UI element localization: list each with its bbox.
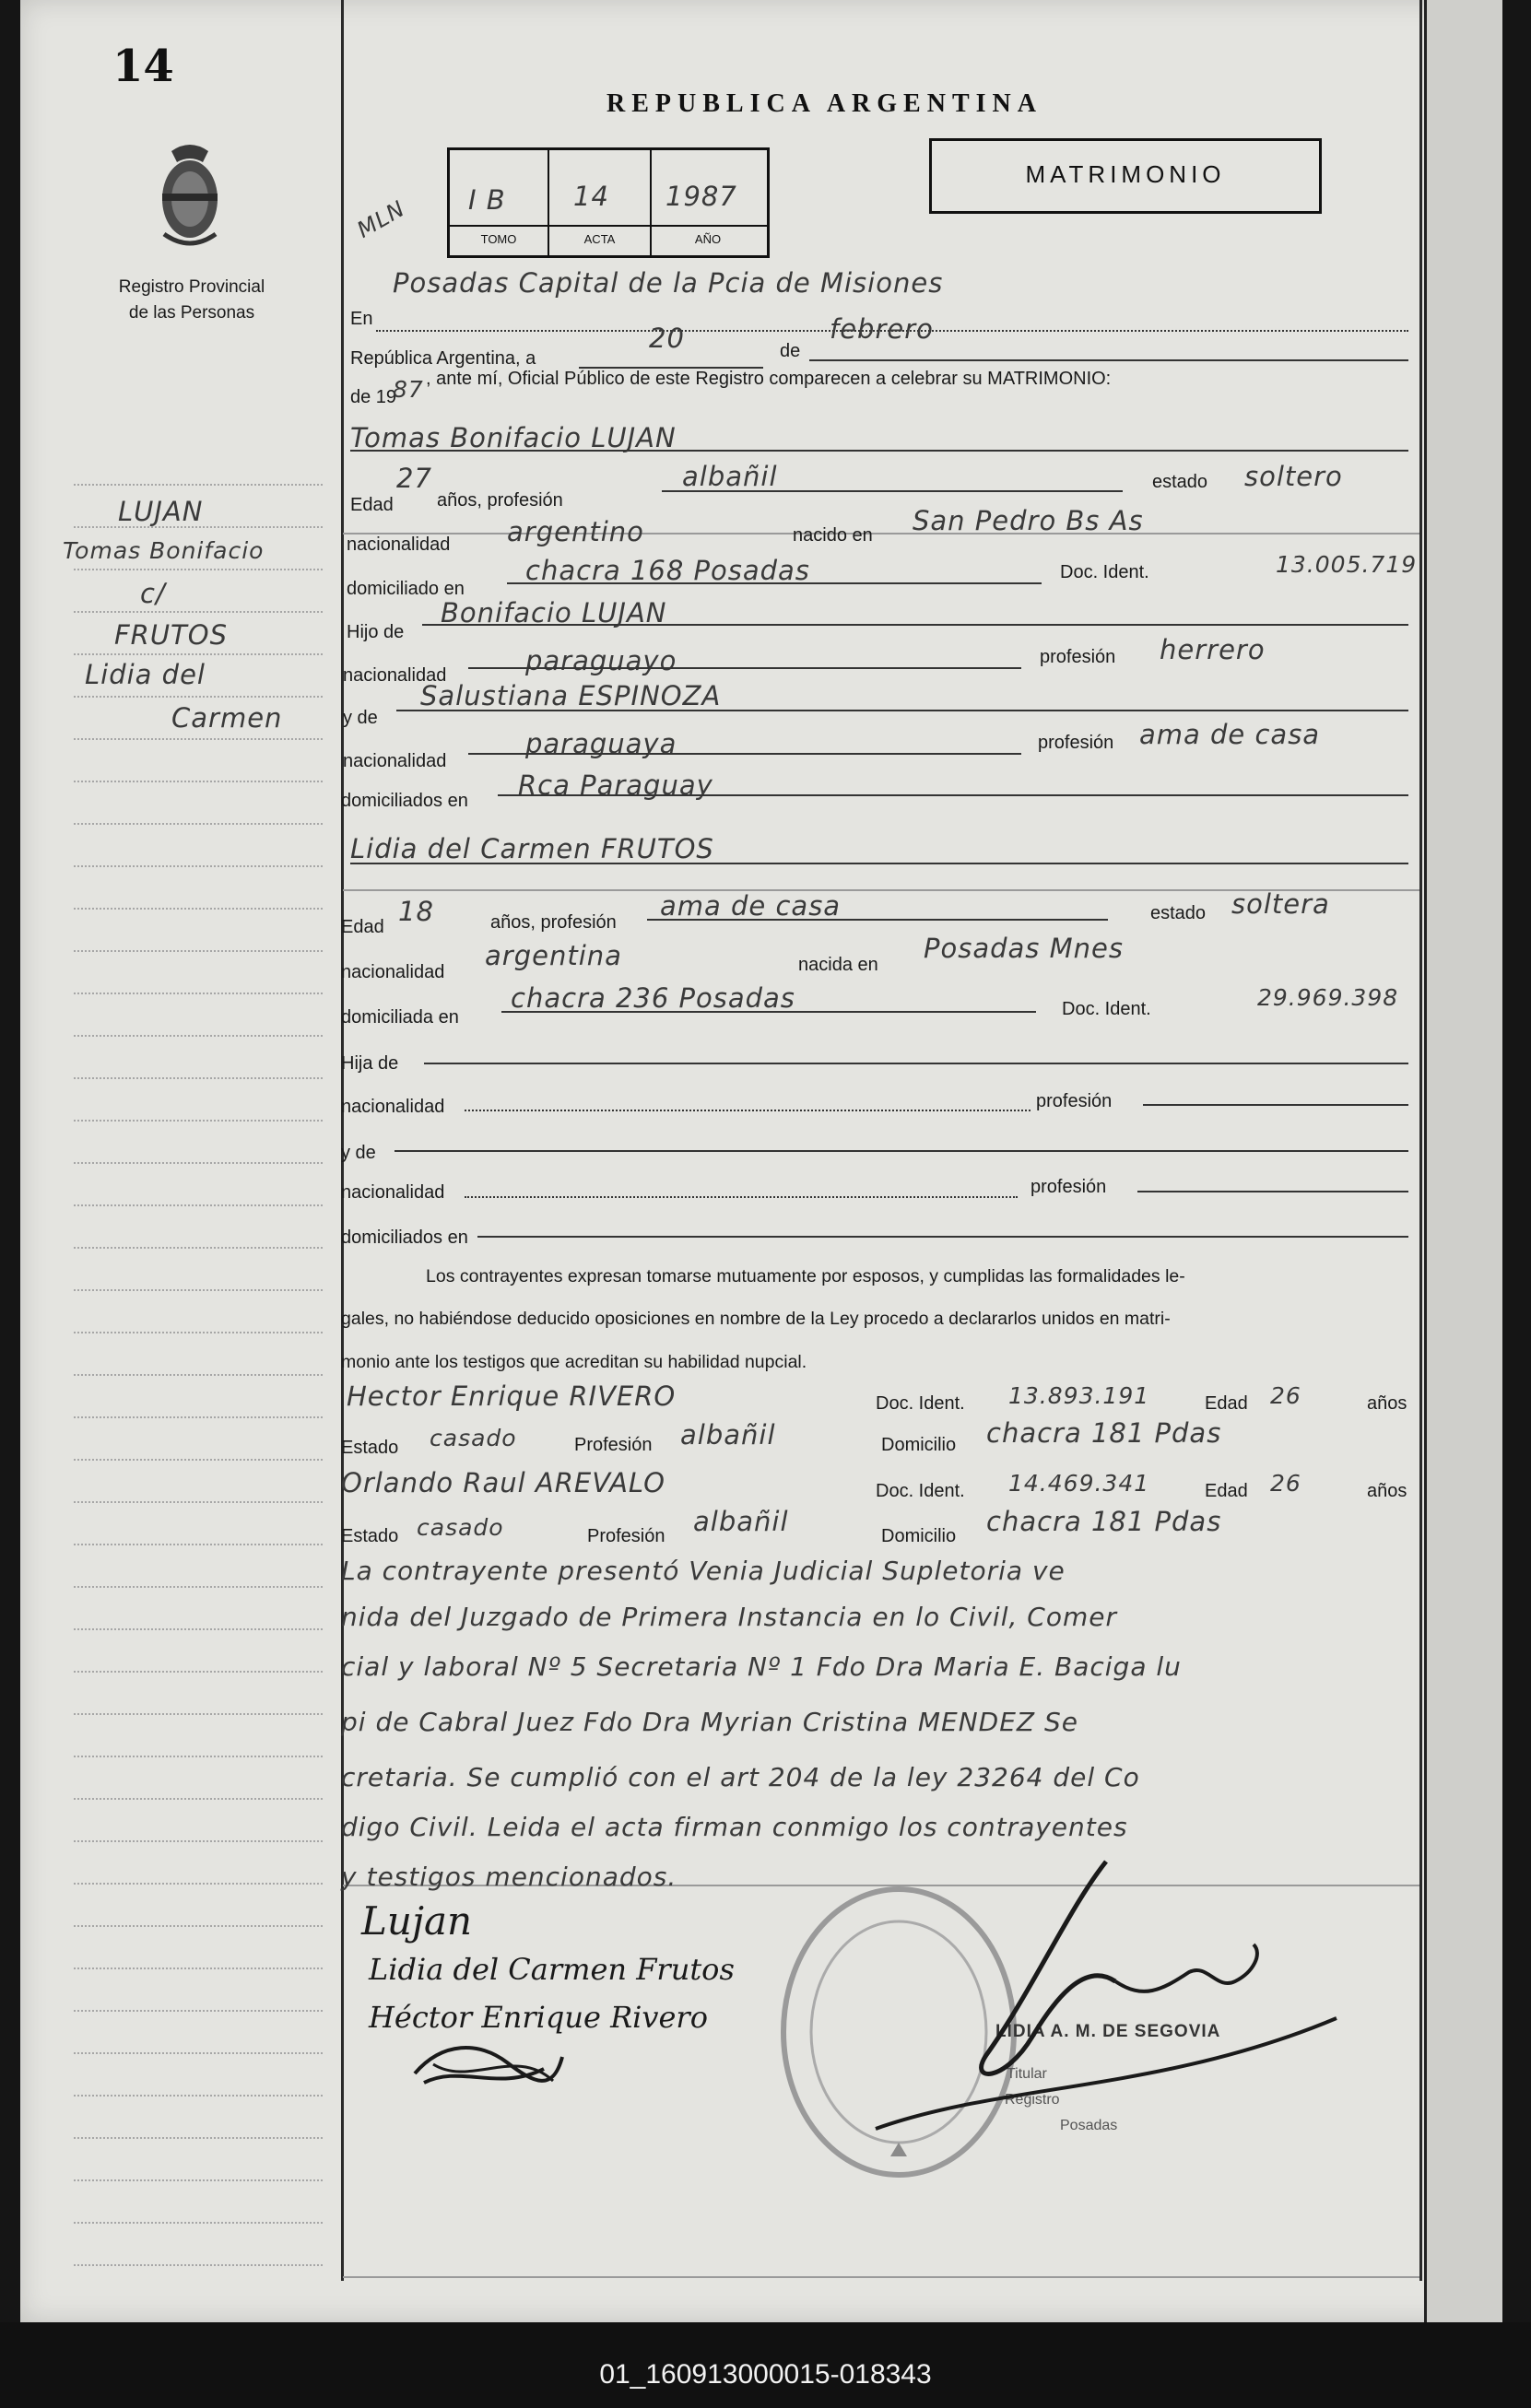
- margin-ruled-line: [74, 908, 323, 910]
- groom-nat-label: nacionalidad: [347, 534, 451, 555]
- margin-ruled-line: [74, 823, 323, 825]
- margin-ruled-line: [74, 569, 323, 570]
- stamp-line3: Registro: [1005, 2092, 1060, 2108]
- bride-nat1-label: nacionalidad: [341, 1097, 445, 1117]
- bride-nationality: argentina: [485, 940, 622, 971]
- margin-ruled-line: [74, 2095, 323, 2097]
- margin-ruled-line: [74, 1756, 323, 1757]
- mother-nationality: paraguaya: [525, 728, 677, 759]
- margin-note-line6: Carmen: [171, 702, 283, 734]
- republica-label: República Argentina, a: [350, 348, 536, 369]
- father-line: [422, 624, 1408, 626]
- bride-birthplace: Posadas Mnes: [924, 933, 1124, 964]
- margin-ruled-line: [74, 1501, 323, 1503]
- margin-ruled-line: [74, 1883, 323, 1885]
- note-line4: pi de Cabral Juez Fdo Dra Myrian Cristina MENDEZ Se: [341, 1707, 1078, 1737]
- margin-ruled-line: [74, 2052, 323, 2054]
- witness2-edad-label: Edad: [1205, 1481, 1248, 1501]
- witness2-doc: 14.469.341: [1008, 1470, 1150, 1497]
- margin-ruled-line: [74, 865, 323, 867]
- bride-nat2-label: nacionalidad: [341, 1182, 445, 1203]
- image-caption: 01_160913000015-018343: [599, 2359, 932, 2390]
- margin-ruled-line: [74, 1247, 323, 1249]
- note-line3: cial y laboral Nº 5 Secretaria Nº 1 Fdo Dra Maria E. Baciga lu: [341, 1651, 1182, 1682]
- witness2-estado: casado: [417, 1514, 504, 1541]
- margin-ruled-line: [74, 2179, 323, 2181]
- parents-dom-label: domiciliados en: [341, 791, 468, 811]
- margin-ruled-line: [74, 1416, 323, 1418]
- stamp-line2: Titular: [1007, 2066, 1047, 2082]
- witness1-dom-label: Domicilio: [881, 1435, 957, 1455]
- bride-doc-label: Doc. Ident.: [1062, 999, 1151, 1019]
- witness2-dom-label: Domicilio: [881, 1526, 957, 1546]
- mother-prof-label: profesión: [1038, 733, 1114, 753]
- margin-ruled-line: [74, 1162, 323, 1164]
- margin-ruled-line: [74, 2222, 323, 2224]
- witness1-age: 26: [1270, 1382, 1301, 1409]
- month-value: febrero: [830, 313, 934, 345]
- witness2-estado-label: Estado: [341, 1526, 399, 1546]
- section-divider: [343, 2276, 1419, 2278]
- margin-rule: [341, 0, 344, 2281]
- groom-birthplace: San Pedro Bs As: [913, 505, 1144, 536]
- bride-dom-label: domiciliada en: [341, 1007, 459, 1028]
- margin-ruled-line: [74, 696, 323, 698]
- witness2-prof-label: Profesión: [587, 1526, 665, 1546]
- margin-ruled-line: [74, 1713, 323, 1715]
- witness2-age: 26: [1270, 1470, 1301, 1497]
- bride-nacida-label: nacida en: [798, 955, 878, 975]
- margin-ruled-line: [74, 1204, 323, 1206]
- ano-value: 1987: [665, 181, 737, 212]
- bride-yde-line: [395, 1150, 1408, 1152]
- margin-note-line4: FRUTOS: [114, 619, 229, 651]
- witness1-profession: albañil: [680, 1419, 776, 1451]
- witness1-estado-label: Estado: [341, 1438, 399, 1458]
- day-value: 20: [649, 323, 685, 354]
- note-line7: y testigos mencionados.: [341, 1862, 677, 1892]
- father-nat-label: nacionalidad: [343, 665, 447, 686]
- note-line2: nida del Juzgado de Primera Instancia en lo Civil, Comer: [341, 1602, 1117, 1632]
- margin-ruled-line: [74, 1459, 323, 1461]
- groom-estado-label: estado: [1152, 472, 1208, 492]
- margin-ruled-line: [74, 1671, 323, 1673]
- groom-profession-line: [662, 490, 1123, 492]
- bride-hija-line: [424, 1063, 1408, 1064]
- witness2-anos-label: años: [1367, 1481, 1407, 1501]
- margin-ruled-line: [74, 1035, 323, 1037]
- witness-signature: Héctor Enrique Rivero: [369, 2000, 708, 2035]
- margin-note-line5: Lidia del: [85, 659, 206, 690]
- declaration-line1: Los contrayentes expresan tomarse mutuamente por esposos, y cumplidas las formalidades le-: [426, 1266, 1185, 1286]
- bride-prof2-label: profesión: [1030, 1177, 1107, 1197]
- officer-signature: [866, 1852, 1346, 2152]
- witness2-name: Orlando Raul AREVALO: [341, 1467, 666, 1498]
- groom-anos-label: años, profesión: [437, 490, 563, 511]
- intro-text: , ante mí, Oficial Público de este Registro comparecen a celebrar su MATRIMONIO:: [426, 369, 1112, 389]
- groom-hijo-label: Hijo de: [347, 622, 405, 642]
- margin-ruled-line: [74, 1289, 323, 1291]
- bride-name: Lidia del Carmen FRUTOS: [350, 833, 714, 864]
- groom-father: Bonifacio LUJAN: [441, 597, 667, 628]
- witness1-name: Hector Enrique RIVERO: [347, 1380, 677, 1412]
- bride-nat-label: nacionalidad: [341, 962, 445, 982]
- bride-dom2-line: [477, 1236, 1408, 1238]
- right-rule: [1419, 0, 1422, 2281]
- note-line5: cretaria. Se cumplió con el art 204 de la ley 23264 del Co: [341, 1762, 1140, 1792]
- bride-profession: ama de casa: [660, 890, 842, 922]
- bride-estado: soltera: [1231, 888, 1330, 920]
- acta-value: 14: [573, 181, 609, 212]
- groom-edad-label: Edad: [350, 495, 394, 515]
- tomo-value: I B: [468, 184, 506, 216]
- bride-address: chacra 236 Posadas: [511, 982, 795, 1014]
- witness1-estado: casado: [430, 1425, 517, 1451]
- mother-profession: ama de casa: [1139, 719, 1321, 750]
- margin-ruled-line: [74, 1077, 323, 1079]
- margin-note-line3: c/: [140, 578, 166, 609]
- margin-ruled-line: [74, 2264, 323, 2266]
- margin-ruled-line: [74, 1968, 323, 1969]
- groom-mother: Salustiana ESPINOZA: [420, 680, 722, 711]
- acta-label: ACTA: [583, 232, 616, 246]
- father-nationality: paraguayo: [525, 645, 677, 676]
- groom-address: chacra 168 Posadas: [525, 555, 810, 586]
- witness1-prof-label: Profesión: [574, 1435, 653, 1455]
- margin-ruled-line: [74, 1840, 323, 1842]
- registry-line1: Registro Provincial: [118, 277, 265, 297]
- margin-ruled-line: [74, 738, 323, 740]
- bride-name-line: [350, 863, 1408, 864]
- tomo-label: TOMO: [480, 232, 517, 246]
- parents-address-line: [498, 794, 1408, 796]
- witness1-doc: 13.893.191: [1008, 1382, 1150, 1409]
- margin-ruled-line: [74, 781, 323, 782]
- margin-ruled-line: [74, 1628, 323, 1630]
- registry-line2: de las Personas: [128, 303, 255, 323]
- bride-anos-label: años, profesión: [490, 912, 617, 933]
- witness2-doc-label: Doc. Ident.: [876, 1481, 965, 1501]
- margin-ruled-line: [74, 1586, 323, 1588]
- bride-edad-label: Edad: [341, 917, 384, 937]
- groom-doc: 13.005.719: [1276, 551, 1418, 578]
- page-number: 14: [112, 41, 174, 92]
- box-divider: [447, 225, 767, 227]
- handwritten-annotation: MLN: [352, 195, 410, 243]
- mother-nat-label: nacionalidad: [343, 751, 447, 771]
- groom-profession: albañil: [682, 461, 778, 492]
- margin-ruled-line: [74, 1925, 323, 1927]
- margin-note-line2: Tomas Bonifacio: [63, 537, 265, 564]
- witness1-doc-label: Doc. Ident.: [876, 1393, 965, 1414]
- en-label: En: [350, 309, 373, 329]
- declaration-line2: gales, no habiéndose deducido oposiciones en nombre de la Ley procedo a declararlos unidos en matri-: [341, 1309, 1171, 1329]
- declaration-line3: monio ante los testigos que acreditan su habilidad nupcial.: [341, 1352, 807, 1372]
- bride-nat1-line: [465, 1110, 1030, 1111]
- coat-of-arms-icon: [155, 138, 225, 257]
- witness1-address: chacra 181 Pdas: [986, 1417, 1222, 1449]
- father-prof-label: profesión: [1040, 647, 1116, 667]
- witness2-signature-scribble: [406, 2037, 571, 2106]
- bride-signature: Lidia del Carmen Frutos: [369, 1952, 735, 1987]
- bride-profession-line: [647, 919, 1108, 921]
- father-nat-line: [468, 667, 1021, 669]
- de-label: de: [780, 341, 801, 361]
- bride-address-line: [501, 1011, 1036, 1013]
- margin-ruled-line: [74, 653, 323, 655]
- margin-ruled-line: [74, 1798, 323, 1800]
- groom-age: 27: [396, 463, 432, 494]
- margin-note-line1: LUJAN: [118, 496, 204, 527]
- witness2-address: chacra 181 Pdas: [986, 1506, 1222, 1537]
- month-line: [809, 359, 1408, 361]
- mother-line: [396, 710, 1408, 711]
- groom-nationality: argentino: [507, 516, 644, 547]
- margin-ruled-line: [74, 1544, 323, 1545]
- country-title: REPUBLICA ARGENTINA: [607, 89, 1042, 118]
- bride-prof2-line: [1137, 1191, 1408, 1192]
- ano-label: AÑO: [694, 232, 722, 246]
- margin-ruled-line: [74, 484, 323, 486]
- groom-estado: soltero: [1244, 461, 1343, 492]
- bride-estado-label: estado: [1150, 903, 1207, 923]
- margin-ruled-line: [74, 1120, 323, 1122]
- stamp-line1: LIDIA A. M. DE SEGOVIA: [995, 2022, 1221, 2041]
- note-line6: digo Civil. Leida el acta firman conmigo los contrayentes: [341, 1812, 1128, 1842]
- margin-ruled-line: [74, 611, 323, 613]
- margin-ruled-line: [74, 2137, 323, 2139]
- margin-ruled-line: [74, 950, 323, 952]
- groom-nacido-label: nacido en: [793, 525, 873, 546]
- margin-ruled-line: [74, 993, 323, 994]
- groom-name: Tomas Bonifacio LUJAN: [350, 422, 677, 453]
- groom-yde-label: y de: [343, 708, 378, 728]
- witness2-profession: albañil: [693, 1506, 789, 1537]
- groom-doc-label: Doc. Ident.: [1060, 562, 1149, 582]
- witness1-anos-label: años: [1367, 1393, 1407, 1414]
- margin-ruled-line: [74, 1374, 323, 1376]
- bride-age: 18: [398, 896, 434, 927]
- stamp-line4: Posadas: [1060, 2118, 1118, 2133]
- bride-prof1-line: [1143, 1104, 1408, 1106]
- margin-ruled-line: [74, 1332, 323, 1333]
- section-divider: [343, 533, 1419, 534]
- bride-doc: 29.969.398: [1257, 984, 1399, 1011]
- page-edge: [1424, 0, 1502, 2322]
- groom-signature: Lujan: [361, 1898, 473, 1944]
- bride-hija-label: Hija de: [341, 1053, 399, 1074]
- groom-name-line: [350, 450, 1408, 452]
- bride-dom2-label: domiciliados en: [341, 1227, 468, 1248]
- mother-nat-line: [468, 753, 1021, 755]
- place-value: Posadas Capital de la Pcia de Misiones: [393, 267, 944, 299]
- year-prefix: de 19: [350, 387, 397, 407]
- year-suffix: 87: [393, 376, 424, 403]
- bride-yde-label: y de: [341, 1143, 376, 1163]
- father-profession: herrero: [1160, 634, 1266, 665]
- note-line1: La contrayente presentó Venia Judicial Supletoria ve: [341, 1556, 1066, 1586]
- margin-ruled-line: [74, 2010, 323, 2012]
- parents-address: Rca Paraguay: [518, 769, 713, 801]
- groom-address-line: [507, 582, 1042, 584]
- bride-nat2-line: [465, 1196, 1018, 1198]
- witness1-edad-label: Edad: [1205, 1393, 1248, 1414]
- bride-prof1-label: profesión: [1036, 1091, 1113, 1111]
- act-type-label: MATRIMONIO: [1025, 160, 1226, 188]
- groom-dom-label: domiciliado en: [347, 579, 465, 599]
